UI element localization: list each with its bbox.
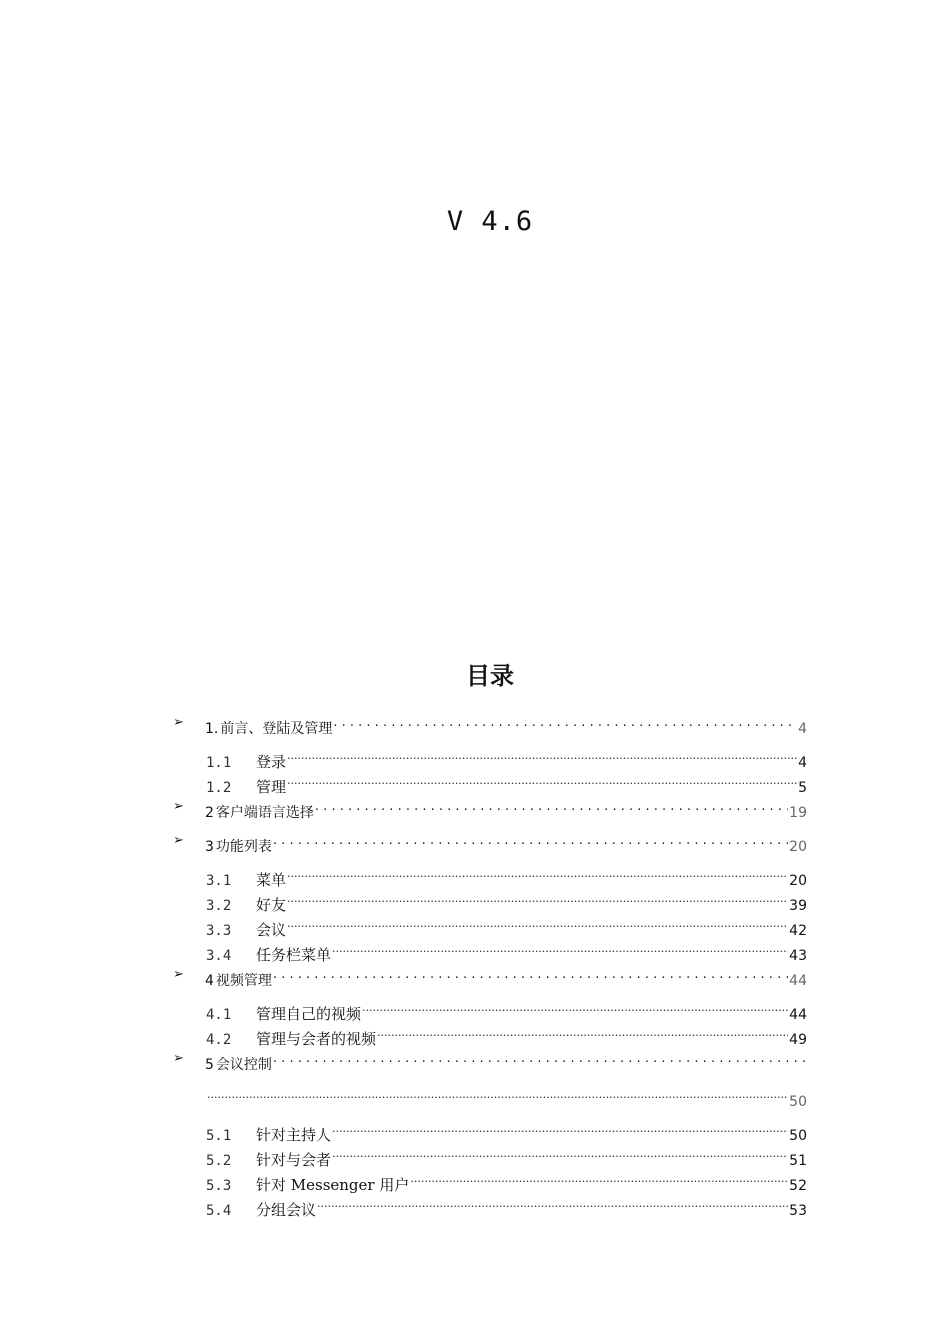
toc-entry-page: 39 xyxy=(789,898,807,914)
toc-entry-label: 管理自己的视频 xyxy=(256,1005,362,1023)
toc-entry-3-1[interactable] xyxy=(206,865,807,891)
toc-entry-number: 5.1 xyxy=(206,1128,232,1144)
toc-entry-5-continuation[interactable] xyxy=(206,1086,807,1112)
toc-entry-number: 1.2 xyxy=(206,780,232,796)
arrow-bullet-icon: ➢ xyxy=(173,799,184,814)
toc-entry-1-1[interactable] xyxy=(206,747,807,773)
toc-entry-number: 3 xyxy=(205,839,214,855)
arrow-bullet-icon: ➢ xyxy=(173,967,184,982)
toc-entry-label: 登录 xyxy=(256,753,287,771)
dot-leader xyxy=(315,797,788,817)
toc-entry-number: 1.1 xyxy=(206,755,232,771)
toc-entry-number: 3.4 xyxy=(206,948,232,964)
toc-entry-3-4[interactable] xyxy=(206,940,807,966)
toc-entry-page: 49 xyxy=(789,1032,807,1048)
toc-entry-4-1[interactable] xyxy=(206,999,807,1025)
dot-leader xyxy=(410,1170,788,1190)
toc-entry-page: 5 xyxy=(798,780,807,796)
toc-entry-3[interactable] xyxy=(173,831,807,857)
toc-entry-label: 功能列表 xyxy=(215,839,272,855)
toc-entry-label: 前言、登陆及管理 xyxy=(220,721,333,737)
toc-entry-page: 52 xyxy=(789,1178,807,1194)
toc-entry-number: 3.2 xyxy=(206,898,232,914)
toc-entry-page: 44 xyxy=(789,1007,807,1023)
toc-entry-number: 5.4 xyxy=(206,1203,232,1219)
toc-entry-5[interactable] xyxy=(173,1049,807,1075)
toc-entry-4[interactable] xyxy=(173,965,807,991)
dot-leader xyxy=(333,713,797,733)
toc-entry-label: 会议 xyxy=(256,921,287,939)
dot-leader xyxy=(287,915,788,935)
toc-entry-label: 任务栏菜单 xyxy=(256,946,332,964)
toc-entry-3-3[interactable] xyxy=(206,915,807,941)
toc-entry-label: 管理 xyxy=(256,778,287,796)
toc-entry-number: 3.1 xyxy=(206,873,232,889)
dot-leader xyxy=(317,1195,788,1215)
dot-leader xyxy=(273,1049,806,1069)
toc-entry-page: 20 xyxy=(789,873,807,889)
toc-entry-page: 50 xyxy=(789,1128,807,1144)
dot-leader xyxy=(362,999,788,1019)
dot-leader xyxy=(287,772,797,792)
arrow-bullet-icon: ➢ xyxy=(173,833,184,848)
dot-leader xyxy=(273,965,788,985)
toc-entry-label: 菜单 xyxy=(256,871,287,889)
toc-entry-5-1[interactable] xyxy=(206,1120,807,1146)
toc-entry-number: 2 xyxy=(205,805,214,821)
toc-entry-number: 5 xyxy=(205,1057,214,1073)
arrow-bullet-icon: ➢ xyxy=(173,715,184,730)
dot-leader xyxy=(332,1120,788,1140)
dot-leader xyxy=(273,831,788,851)
toc-entry-page: 44 xyxy=(789,973,807,989)
toc-entry-page: 50 xyxy=(789,1094,807,1110)
toc-entry-label: 客户端语言选择 xyxy=(215,805,314,821)
toc-entry-5-4[interactable] xyxy=(206,1195,807,1221)
toc-entry-label: 会议控制 xyxy=(215,1057,272,1073)
toc-entry-1-2[interactable] xyxy=(206,772,807,798)
toc-entry-page: 4 xyxy=(798,721,807,737)
dot-leader xyxy=(287,865,788,885)
toc-entry-page: 20 xyxy=(789,839,807,855)
toc-entry-page: 43 xyxy=(789,948,807,964)
toc-entry-label: 视频管理 xyxy=(215,973,272,989)
toc-entry-2[interactable] xyxy=(173,797,807,823)
dot-leader xyxy=(207,1086,788,1106)
toc-entry-number: 4.1 xyxy=(206,1007,232,1023)
toc-entry-5-3[interactable] xyxy=(206,1170,807,1196)
toc-entry-label: 管理与会者的视频 xyxy=(256,1030,377,1048)
toc-entry-number: 3.3 xyxy=(206,923,232,939)
toc-entry-1[interactable] xyxy=(173,713,807,739)
dot-leader xyxy=(332,940,788,960)
toc-title: 目录 xyxy=(466,662,514,690)
toc-entry-label: 针对与会者 xyxy=(256,1151,332,1169)
toc-entry-page: 4 xyxy=(798,755,807,771)
arrow-bullet-icon: ➢ xyxy=(173,1051,184,1066)
toc-entry-number: 1. xyxy=(205,721,219,737)
toc-entry-number: 5.2 xyxy=(206,1153,232,1169)
dot-leader xyxy=(287,747,797,767)
dot-leader xyxy=(332,1145,788,1165)
toc-entry-4-2[interactable] xyxy=(206,1024,807,1050)
toc-entry-page: 51 xyxy=(789,1153,807,1169)
toc-entry-label: 好友 xyxy=(256,896,287,914)
toc-entry-number: 4 xyxy=(205,973,214,989)
toc-entry-number: 4.2 xyxy=(206,1032,232,1048)
toc-entry-label: 分组会议 xyxy=(256,1201,317,1219)
dot-leader xyxy=(287,890,788,910)
toc-entry-label: 针对 Messenger 用户 xyxy=(256,1176,410,1194)
toc-entry-5-2[interactable] xyxy=(206,1145,807,1171)
toc-entry-3-2[interactable] xyxy=(206,890,807,916)
dot-leader xyxy=(377,1024,788,1044)
toc-entry-number: 5.3 xyxy=(206,1178,232,1194)
toc-entry-page: 42 xyxy=(789,923,807,939)
document-version: V 4.6 xyxy=(446,206,534,237)
toc-entry-page: 53 xyxy=(789,1203,807,1219)
toc-entry-page: 19 xyxy=(789,805,807,821)
toc-entry-label: 针对主持人 xyxy=(256,1126,332,1144)
